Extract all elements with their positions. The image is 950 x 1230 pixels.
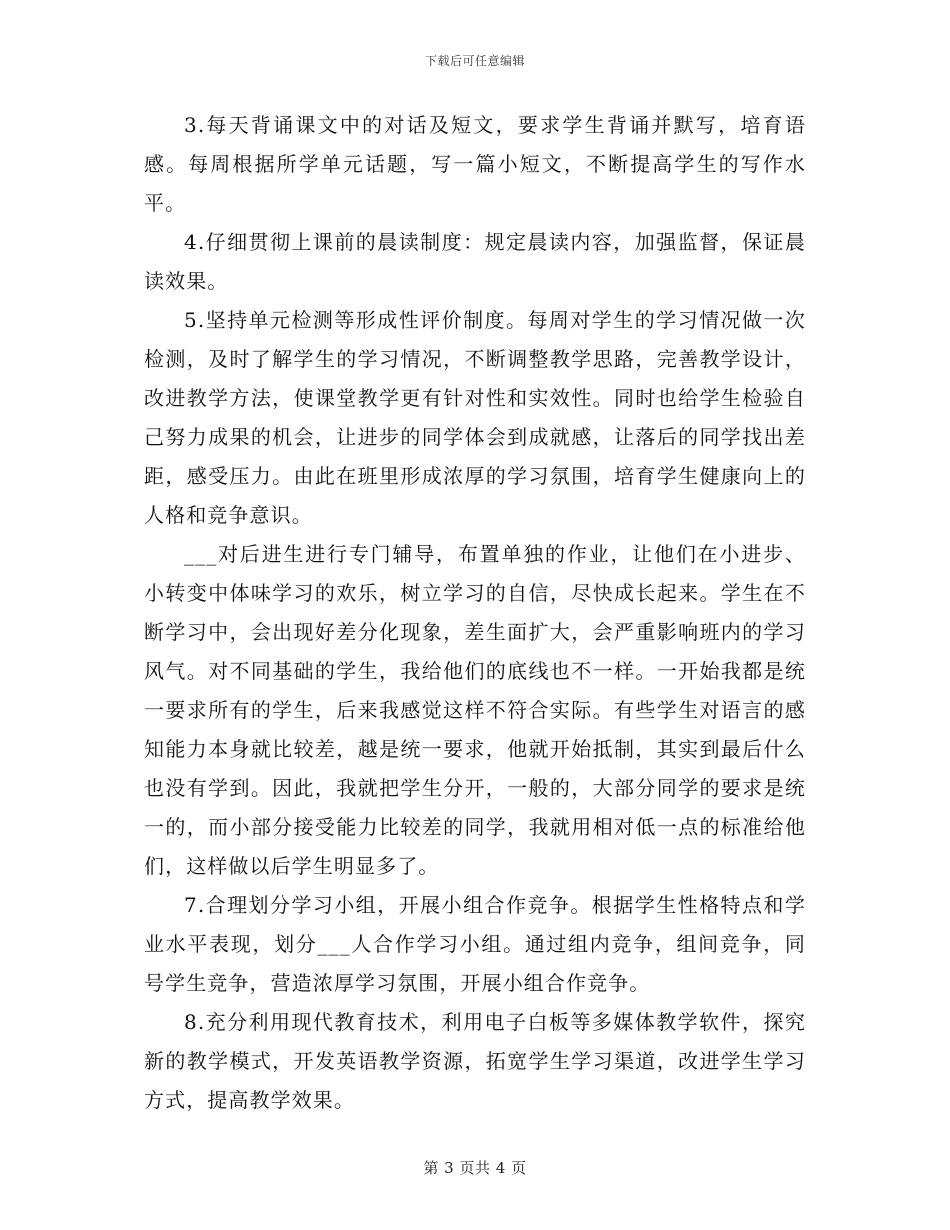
paragraph-item-7: 7.合理划分学习小组，开展小组合作竞争。根据学生性格特点和学业水平表现，划分___人合作学习小组。通过组内竞争，组间竞争，同号学生竞争，营造浓厚学习氛围，开展小组合作竞争。 [144,893,806,995]
paragraph-item-8: 8.充分利用现代教育技术，利用电子白板等多媒体教学软件，探究新的教学模式，开发英语教学资源，拓宽学生学习渠道，改进学生学习方式，提高教学效果。 [144,1010,806,1112]
page-footer: 第 3 页共 4 页 [423,1159,527,1177]
paragraph-item-4: 4.仔细贯彻上课前的晨读制度：规定晨读内容，加强监督，保证晨读效果。 [144,230,806,293]
paragraph-item-5: 5.坚持单元检测等形成性评价制度。每周对学生的学习情况做一次检测，及时了解学生的学习情况，不断调整教学思路，完善教学设计，改进教学方法，使课堂教学更有针对性和实效性。同时也给学生检验自己努力成果的机会，让进步的同学体会到成就感，让落后的同学找出差距，感受压力。由此在班里形成浓厚的学习氛围，培育学生健康向上的人格和竞争意识。 [144,308,806,527]
document-body [144,106,806,1120]
paragraph-item-3: 3.每天背诵课文中的对话及短文，要求学生背诵并默写，培育语感。每周根据所学单元话题，写一篇小短文，不断提高学生的写作水平。 [144,113,806,215]
page-header: 下载后可任意编辑 [424,54,525,68]
paragraph-item-6: ___对后进生进行专门辅导，布置单独的作业，让他们在小进步、小转变中体味学习的欢乐，树立学习的自信，尽快成长起来。学生在不断学习中，会出现好差分化现象，差生面扩大，会严重影响班内的学习风气。对不同基础的学生，我给他们的底线也不一样。一开始我都是统一要求所有的学生，后来我感觉这样不符合实际。有些学生对语言的感知能力本身就比较差，越是统一要求，他就开始抵制，其实到最后什么也没有学到。因此，我就把学生分开，一般的，大部分同学的要求是统一的，而小部分接受能力比较差的同学，我就用相对低一点的标准给他们，这样做以后学生明显多了。 [144,542,806,878]
